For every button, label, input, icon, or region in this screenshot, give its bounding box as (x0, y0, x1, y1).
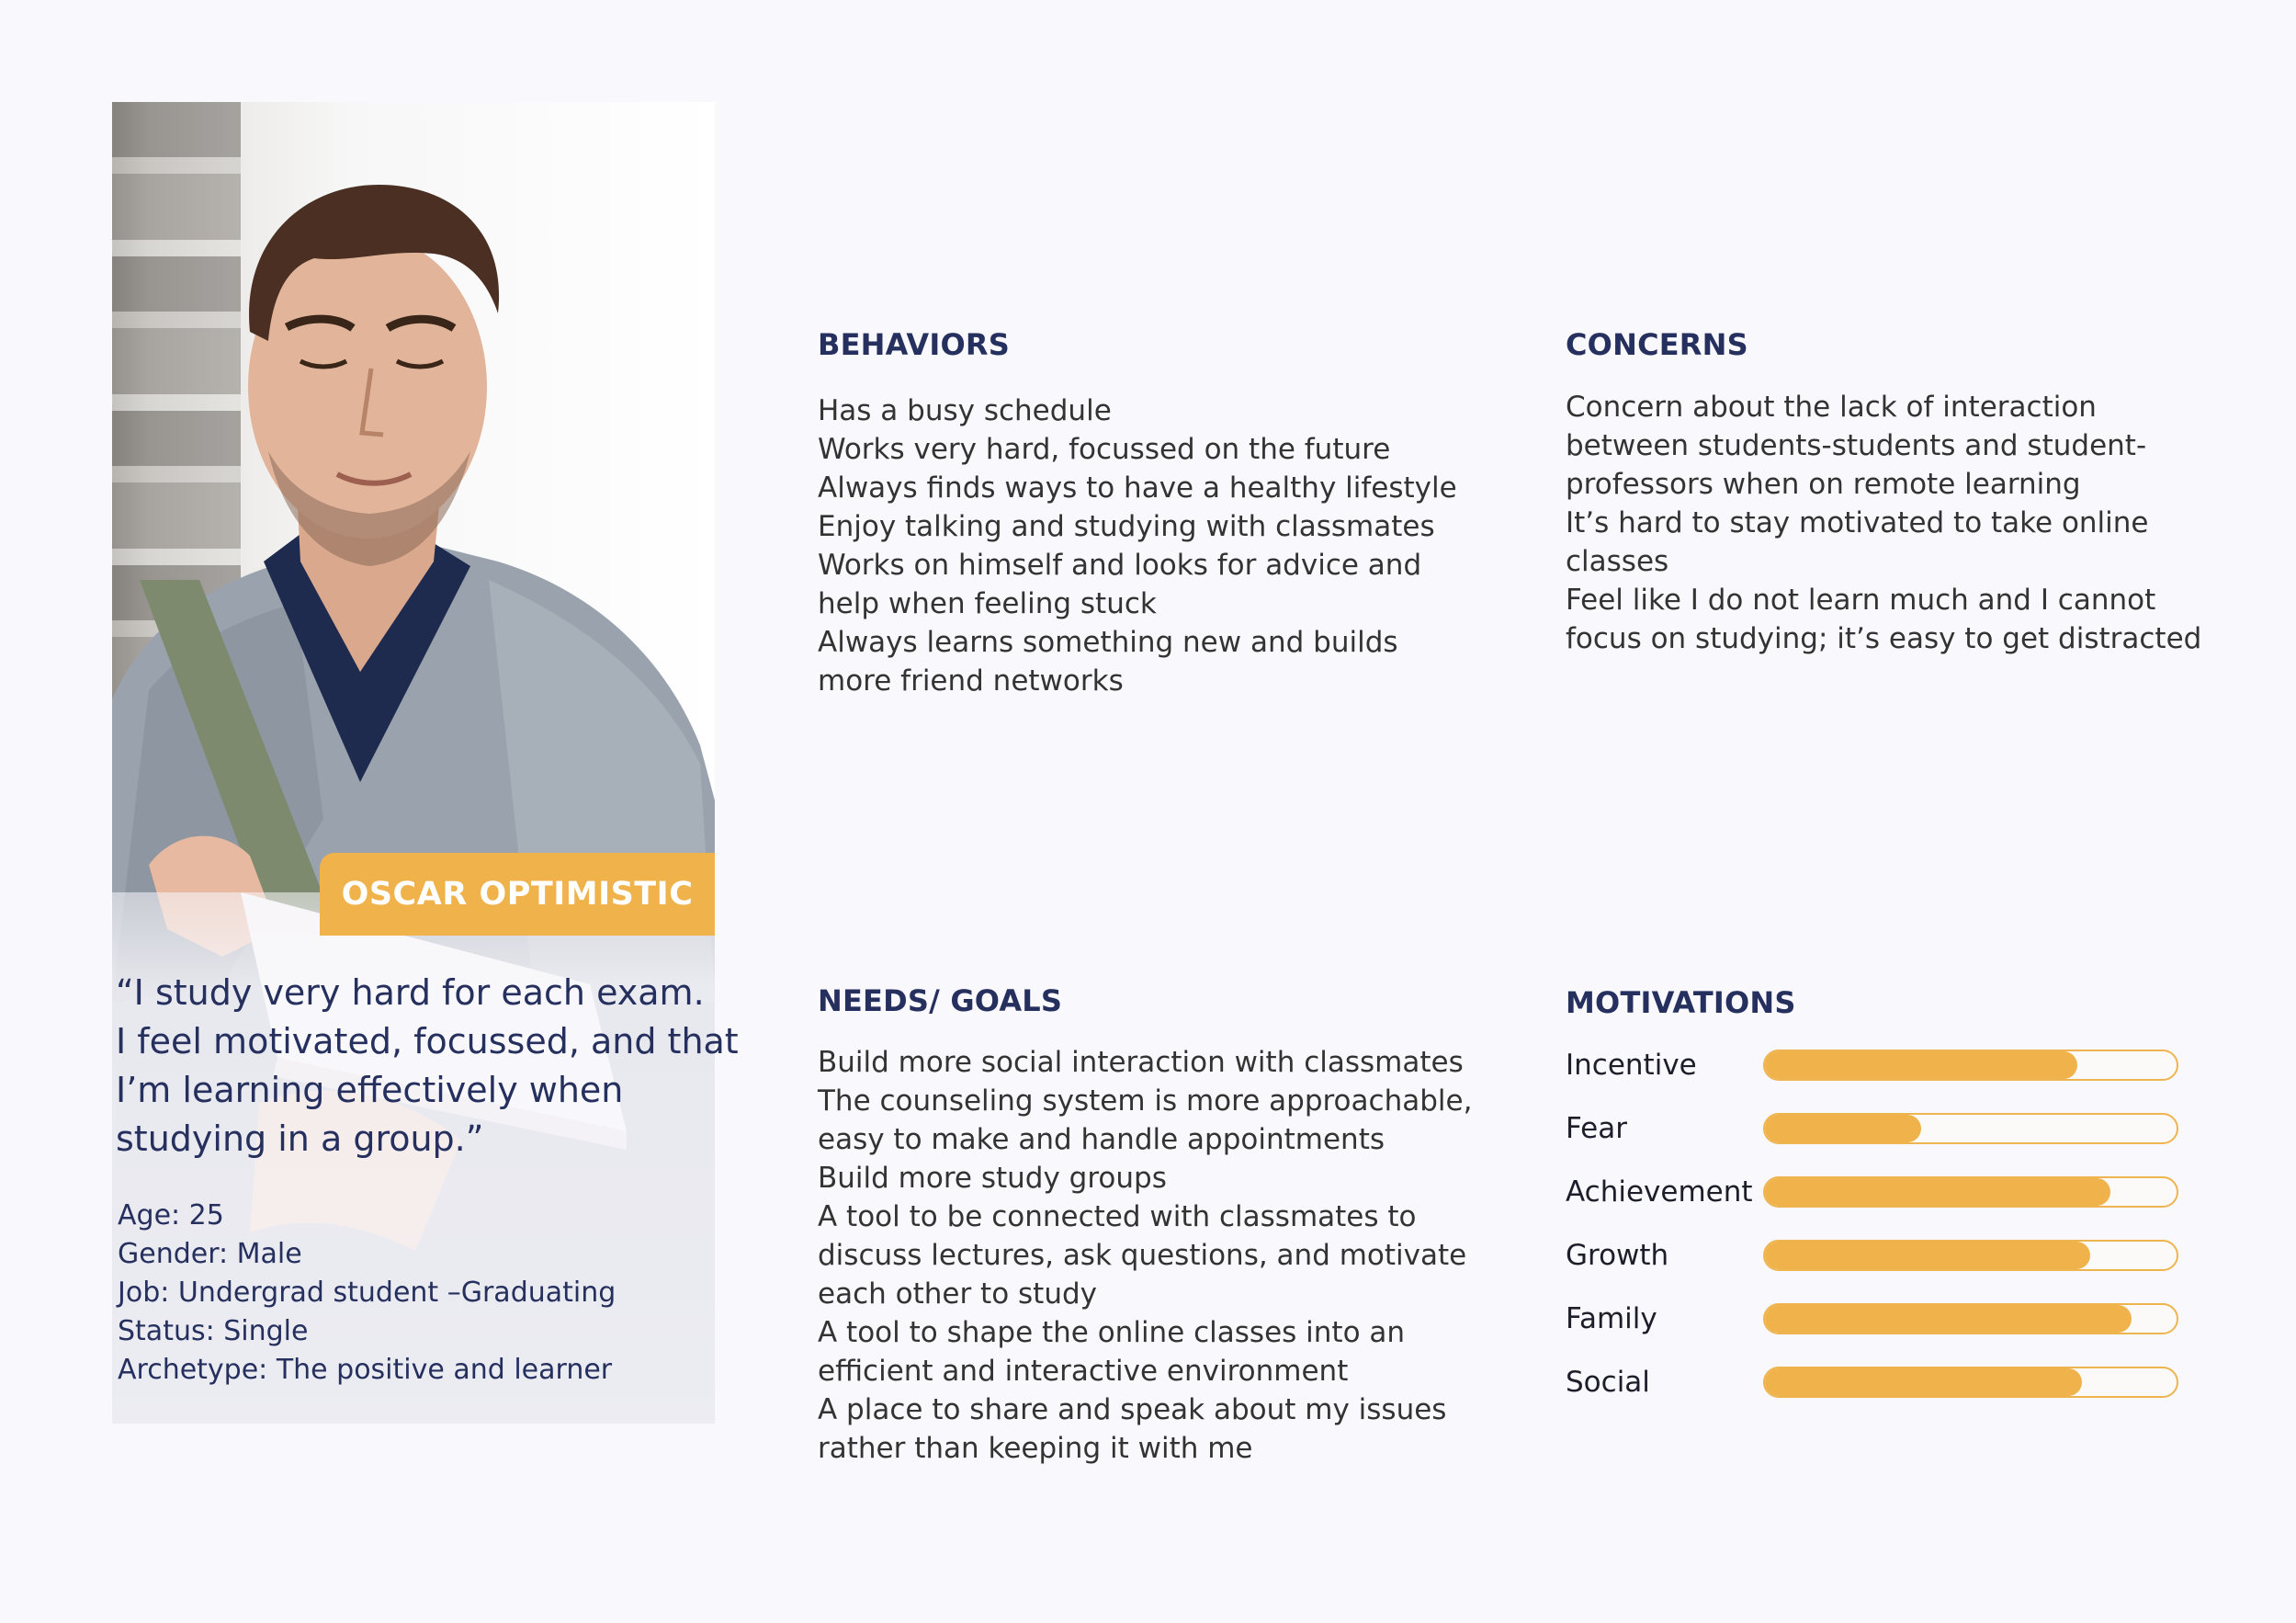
motivation-label: Fear (1566, 1112, 1627, 1145)
needs-goals-title: NEEDS/ GOALS (818, 983, 1063, 1018)
list-item: easy to make and handle appointments (818, 1123, 1386, 1156)
motivation-social (1566, 1364, 2181, 1401)
list-item: A tool to shape the online classes into an (818, 1316, 1406, 1349)
motivation-fill (1765, 1368, 2082, 1396)
list-item: Has a busy schedule (818, 394, 1112, 427)
persona-name-banner (320, 853, 715, 936)
list-item: The counseling system is more approachable, (818, 1084, 1473, 1118)
motivation-growth (1566, 1237, 2181, 1274)
list-item: Concern about the lack of interaction (1566, 391, 2097, 424)
fact-status: Status: Single (118, 1315, 309, 1347)
list-item: It’s hard to stay motivated to take online (1566, 506, 2149, 539)
fact-archetype: Archetype: The positive and learner (118, 1354, 613, 1386)
list-item: Works very hard, focussed on the future (818, 433, 1391, 466)
persona-quote (116, 969, 750, 1163)
list-item: Build more study groups (818, 1162, 1167, 1195)
motivation-family (1566, 1300, 2181, 1337)
fact-age: Age: 25 (118, 1199, 224, 1231)
list-item: discuss lectures, ask questions, and motivate (818, 1239, 1467, 1272)
motivation-fear (1566, 1110, 2181, 1147)
list-item: A tool to be connected with classmates to (818, 1200, 1417, 1233)
list-item: more friend networks (818, 664, 1124, 698)
fact-job: Job: Undergrad student –Graduating (118, 1277, 616, 1309)
quote-line: I’m learning effectively when (116, 1070, 624, 1110)
motivation-achievement (1566, 1174, 2181, 1210)
list-item: Works on himself and looks for advice and (818, 549, 1422, 582)
list-item: Build more social interaction with classmates (818, 1046, 1464, 1079)
list-item: help when feeling stuck (818, 587, 1157, 620)
quote-line: I feel motivated, focussed, and that (116, 1021, 739, 1061)
motivation-incentive (1566, 1047, 2181, 1084)
list-item: Always finds ways to have a healthy lifestyle (818, 471, 1457, 505)
list-item: efficient and interactive environment (818, 1355, 1349, 1388)
motivation-track (1763, 1303, 2178, 1334)
motivation-fill (1765, 1305, 2132, 1333)
motivation-label: Family (1566, 1302, 1657, 1335)
behaviors-title: BEHAVIORS (818, 327, 1010, 362)
motivation-track (1763, 1176, 2178, 1208)
persona-name: OSCAR OPTIMISTIC (341, 876, 694, 913)
motivation-track (1763, 1050, 2178, 1081)
motivation-label: Growth (1566, 1239, 1669, 1272)
list-item: focus on studying; it’s easy to get distracted (1566, 622, 2202, 655)
motivation-track (1763, 1240, 2178, 1271)
motivation-label: Achievement (1566, 1175, 1753, 1209)
motivation-track (1763, 1367, 2178, 1398)
motivation-fill (1765, 1242, 2090, 1269)
motivation-label: Social (1566, 1366, 1650, 1399)
list-item: Feel like I do not learn much and I cannot (1566, 584, 2156, 617)
motivation-track (1763, 1113, 2178, 1144)
persona-facts (118, 1197, 724, 1390)
motivation-fill (1765, 1178, 2110, 1206)
fact-gender: Gender: Male (118, 1238, 302, 1270)
motivations-title: MOTIVATIONS (1566, 985, 1796, 1020)
quote-line: studying in a group.” (116, 1118, 484, 1159)
list-item: Always learns something new and builds (818, 626, 1398, 659)
list-item: each other to study (818, 1277, 1098, 1311)
list-item: rather than keeping it with me (818, 1432, 1253, 1465)
motivation-fill (1765, 1051, 2077, 1079)
motivation-label: Incentive (1566, 1049, 1697, 1082)
quote-line: “I study very hard for each exam. (116, 972, 705, 1013)
list-item: Enjoy talking and studying with classmates (818, 510, 1435, 543)
concerns-title: CONCERNS (1566, 327, 1748, 362)
needs-goals-list (818, 1043, 1472, 1468)
behaviors-list (818, 392, 1457, 700)
motivation-fill (1765, 1115, 1921, 1142)
list-item: between students-students and student- (1566, 429, 2147, 462)
list-item: classes (1566, 545, 1669, 578)
list-item: professors when on remote learning (1566, 468, 2081, 501)
list-item: A place to share and speak about my issues (818, 1393, 1447, 1426)
concerns-list (1566, 388, 2201, 658)
